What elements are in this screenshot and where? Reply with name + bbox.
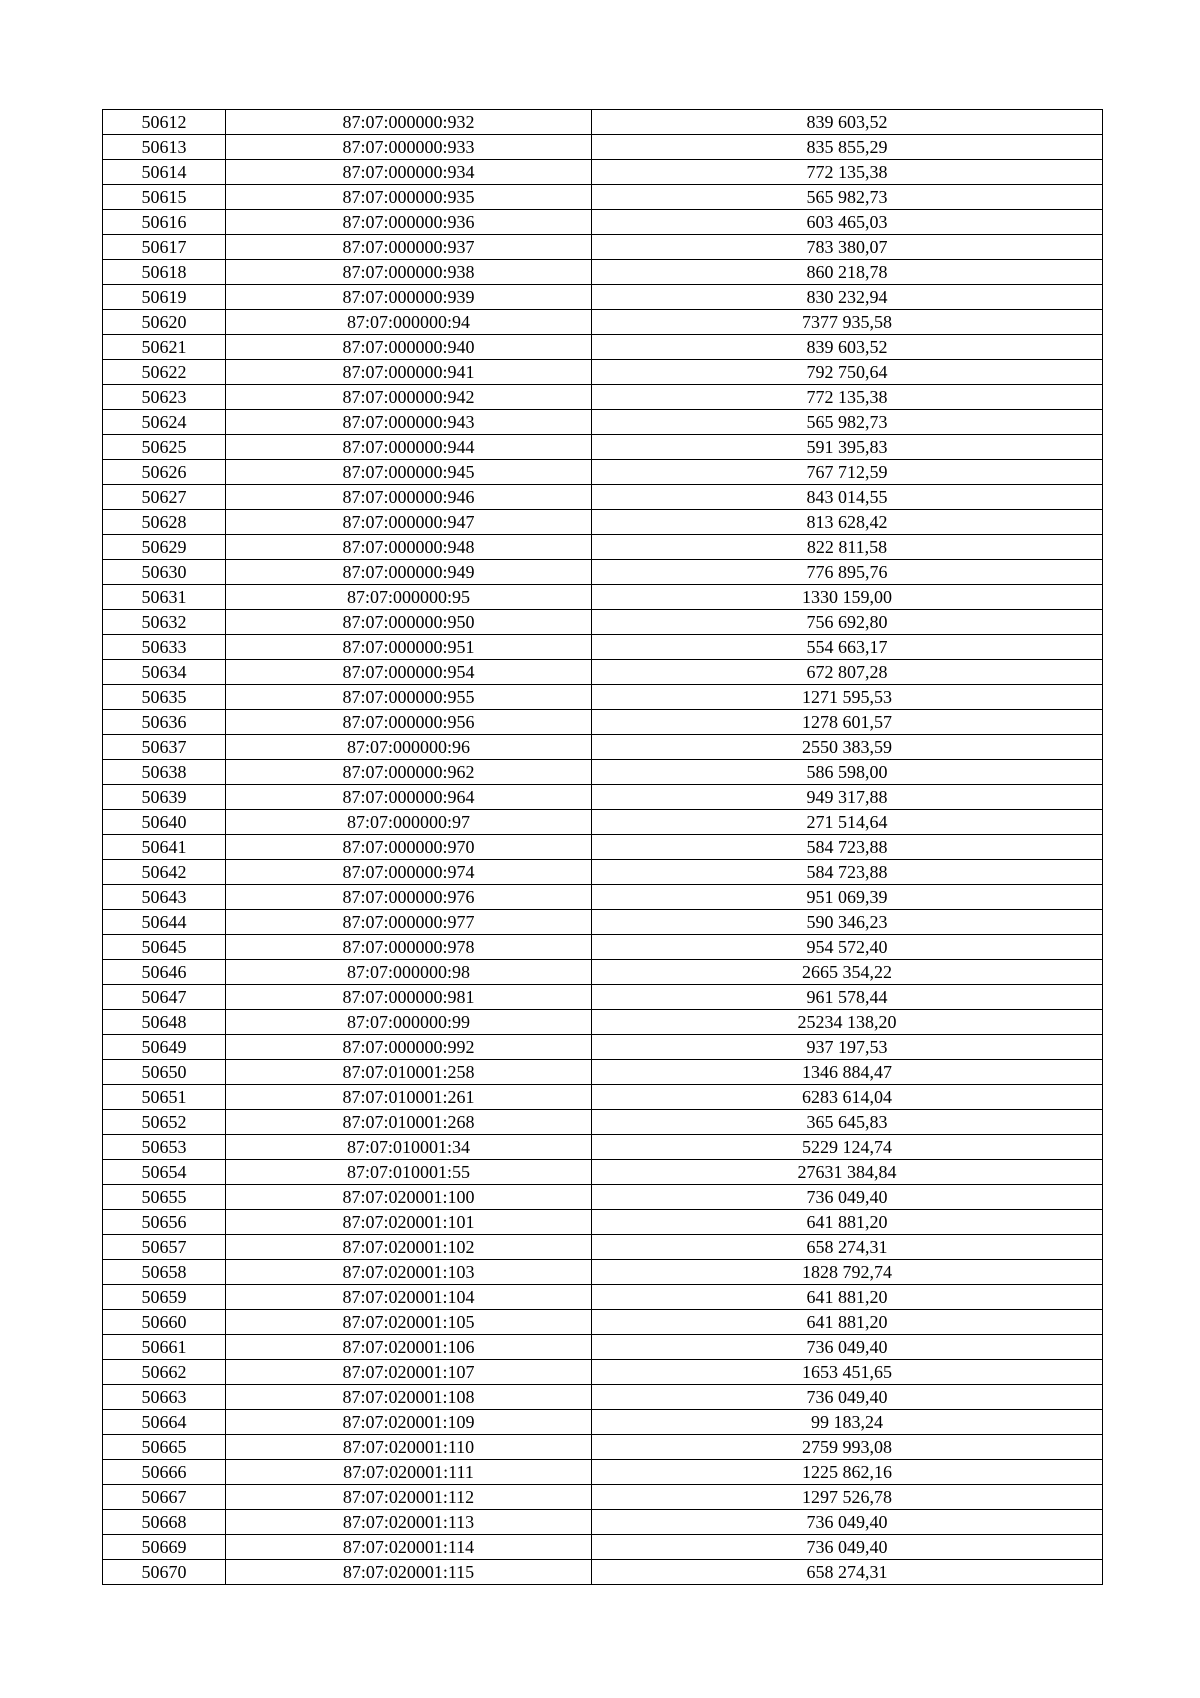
cadastral-number-cell: 87:07:000000:932: [226, 110, 592, 135]
row-number-cell: 50621: [103, 335, 226, 360]
table-row: [103, 860, 1103, 885]
row-number-cell: 50656: [103, 1210, 226, 1235]
cadastral-number-cell: 87:07:000000:96: [226, 735, 592, 760]
table-row: [103, 610, 1103, 635]
cadastral-value-cell: 792 750,64: [592, 360, 1103, 385]
cadastral-value-cell: 951 069,39: [592, 885, 1103, 910]
table-row: [103, 960, 1103, 985]
cadastral-number-cell: 87:07:020001:109: [226, 1410, 592, 1435]
table-row: [103, 410, 1103, 435]
row-number-cell: 50645: [103, 935, 226, 960]
cadastral-value-cell: 1278 601,57: [592, 710, 1103, 735]
cadastral-value-cell: 25234 138,20: [592, 1010, 1103, 1035]
cadastral-number-cell: 87:07:000000:981: [226, 985, 592, 1010]
cadastral-value-cell: 783 380,07: [592, 235, 1103, 260]
row-number-cell: 50655: [103, 1185, 226, 1210]
table-row: [103, 435, 1103, 460]
row-number-cell: 50624: [103, 410, 226, 435]
table-row: [103, 1185, 1103, 1210]
cadastral-value-cell: 767 712,59: [592, 460, 1103, 485]
row-number-cell: 50657: [103, 1235, 226, 1260]
cadastral-number-cell: 87:07:020001:113: [226, 1510, 592, 1535]
cadastral-value-cell: 658 274,31: [592, 1235, 1103, 1260]
cadastral-value-cell: 736 049,40: [592, 1335, 1103, 1360]
row-number-cell: 50670: [103, 1560, 226, 1585]
cadastral-value-cell: 843 014,55: [592, 485, 1103, 510]
cadastral-number-cell: 87:07:020001:104: [226, 1285, 592, 1310]
cadastral-number-cell: 87:07:000000:936: [226, 210, 592, 235]
cadastral-number-cell: 87:07:000000:934: [226, 160, 592, 185]
cadastral-number-cell: 87:07:000000:992: [226, 1035, 592, 1060]
cadastral-value-cell: 839 603,52: [592, 335, 1103, 360]
row-number-cell: 50615: [103, 185, 226, 210]
row-number-cell: 50665: [103, 1435, 226, 1460]
table-row: [103, 760, 1103, 785]
table-row: [103, 1335, 1103, 1360]
table-row: [103, 710, 1103, 735]
cadastral-number-cell: 87:07:020001:114: [226, 1535, 592, 1560]
cadastral-number-cell: 87:07:000000:944: [226, 435, 592, 460]
table-row: [103, 110, 1103, 135]
cadastral-number-cell: 87:07:020001:111: [226, 1460, 592, 1485]
cadastral-value-cell: 584 723,88: [592, 860, 1103, 885]
table-row: [103, 685, 1103, 710]
cadastral-value-cell: 603 465,03: [592, 210, 1103, 235]
table-row: [103, 1010, 1103, 1035]
cadastral-number-cell: 87:07:020001:106: [226, 1335, 592, 1360]
cadastral-number-cell: 87:07:020001:107: [226, 1360, 592, 1385]
table-row: [103, 1510, 1103, 1535]
table-row: [103, 1285, 1103, 1310]
cadastral-number-cell: 87:07:020001:108: [226, 1385, 592, 1410]
cadastral-value-cell: 5229 124,74: [592, 1135, 1103, 1160]
cadastral-value-cell: 830 232,94: [592, 285, 1103, 310]
cadastral-value-cell: 736 049,40: [592, 1385, 1103, 1410]
cadastral-number-cell: 87:07:000000:98: [226, 960, 592, 985]
table-row: [103, 235, 1103, 260]
row-number-cell: 50659: [103, 1285, 226, 1310]
table-row: [103, 460, 1103, 485]
cadastral-value-cell: 1225 862,16: [592, 1460, 1103, 1485]
table-row: [103, 1210, 1103, 1235]
cadastral-number-cell: 87:07:010001:34: [226, 1135, 592, 1160]
table-row: [103, 335, 1103, 360]
cadastral-value-cell: 6283 614,04: [592, 1085, 1103, 1110]
table-row: [103, 160, 1103, 185]
table-row: [103, 560, 1103, 585]
cadastral-number-cell: 87:07:000000:956: [226, 710, 592, 735]
table-row: [103, 1410, 1103, 1435]
cadastral-value-cell: 954 572,40: [592, 935, 1103, 960]
row-number-cell: 50660: [103, 1310, 226, 1335]
table-row: [103, 985, 1103, 1010]
cadastral-number-cell: 87:07:000000:945: [226, 460, 592, 485]
table-row: [103, 660, 1103, 685]
table-row: [103, 885, 1103, 910]
cadastral-number-cell: 87:07:010001:55: [226, 1160, 592, 1185]
cadastral-value-cell: 7377 935,58: [592, 310, 1103, 335]
cadastral-value-cell: 1330 159,00: [592, 585, 1103, 610]
cadastral-number-cell: 87:07:000000:933: [226, 135, 592, 160]
cadastral-number-cell: 87:07:000000:942: [226, 385, 592, 410]
cadastral-value-cell: 1271 595,53: [592, 685, 1103, 710]
row-number-cell: 50640: [103, 810, 226, 835]
row-number-cell: 50663: [103, 1385, 226, 1410]
row-number-cell: 50667: [103, 1485, 226, 1510]
cadastral-number-cell: 87:07:000000:950: [226, 610, 592, 635]
table-row: [103, 260, 1103, 285]
cadastral-value-cell: 949 317,88: [592, 785, 1103, 810]
row-number-cell: 50633: [103, 635, 226, 660]
table-row: [103, 1160, 1103, 1185]
row-number-cell: 50650: [103, 1060, 226, 1085]
cadastral-value-cell: 776 895,76: [592, 560, 1103, 585]
table-row: [103, 585, 1103, 610]
cadastral-value-cell: 590 346,23: [592, 910, 1103, 935]
cadastral-value-cell: 772 135,38: [592, 385, 1103, 410]
row-number-cell: 50641: [103, 835, 226, 860]
row-number-cell: 50651: [103, 1085, 226, 1110]
row-number-cell: 50647: [103, 985, 226, 1010]
cadastral-number-cell: 87:07:000000:948: [226, 535, 592, 560]
table-row: [103, 1535, 1103, 1560]
cadastral-number-cell: 87:07:000000:947: [226, 510, 592, 535]
table-row: [103, 1560, 1103, 1585]
cadastral-number-cell: 87:07:010001:258: [226, 1060, 592, 1085]
table-row: [103, 810, 1103, 835]
table-row: [103, 1060, 1103, 1085]
cadastral-value-cell: 554 663,17: [592, 635, 1103, 660]
cadastral-value-cell: 822 811,58: [592, 535, 1103, 560]
row-number-cell: 50635: [103, 685, 226, 710]
cadastral-number-cell: 87:07:000000:976: [226, 885, 592, 910]
cadastral-number-cell: 87:07:000000:935: [226, 185, 592, 210]
table-row: [103, 1260, 1103, 1285]
row-number-cell: 50625: [103, 435, 226, 460]
row-number-cell: 50648: [103, 1010, 226, 1035]
cadastral-value-cell: 271 514,64: [592, 810, 1103, 835]
row-number-cell: 50628: [103, 510, 226, 535]
row-number-cell: 50619: [103, 285, 226, 310]
cadastral-value-cell: 365 645,83: [592, 1110, 1103, 1135]
cadastral-value-cell: 937 197,53: [592, 1035, 1103, 1060]
row-number-cell: 50622: [103, 360, 226, 385]
cadastral-value-cell: 99 183,24: [592, 1410, 1103, 1435]
cadastral-value-cell: 641 881,20: [592, 1310, 1103, 1335]
cadastral-number-cell: 87:07:000000:94: [226, 310, 592, 335]
table-row: [103, 535, 1103, 560]
cadastral-number-cell: 87:07:000000:940: [226, 335, 592, 360]
cadastral-number-cell: 87:07:000000:964: [226, 785, 592, 810]
row-number-cell: 50629: [103, 535, 226, 560]
table-row: [103, 735, 1103, 760]
row-number-cell: 50642: [103, 860, 226, 885]
row-number-cell: 50658: [103, 1260, 226, 1285]
table-row: [103, 1460, 1103, 1485]
cadastral-value-cell: 641 881,20: [592, 1210, 1103, 1235]
row-number-cell: 50639: [103, 785, 226, 810]
cadastral-number-cell: 87:07:000000:937: [226, 235, 592, 260]
cadastral-value-cell: 591 395,83: [592, 435, 1103, 460]
cadastral-value-cell: 584 723,88: [592, 835, 1103, 860]
cadastral-value-cell: 565 982,73: [592, 185, 1103, 210]
cadastral-value-cell: 756 692,80: [592, 610, 1103, 635]
cadastral-number-cell: 87:07:000000:974: [226, 860, 592, 885]
table-row: [103, 835, 1103, 860]
table-row: [103, 185, 1103, 210]
row-number-cell: 50613: [103, 135, 226, 160]
cadastral-number-cell: 87:07:000000:99: [226, 1010, 592, 1035]
table-row: [103, 910, 1103, 935]
table-row: [103, 1485, 1103, 1510]
cadastral-number-cell: 87:07:020001:110: [226, 1435, 592, 1460]
table-row: [103, 310, 1103, 335]
row-number-cell: 50612: [103, 110, 226, 135]
table-row: [103, 360, 1103, 385]
cadastral-number-cell: 87:07:000000:977: [226, 910, 592, 935]
row-number-cell: 50661: [103, 1335, 226, 1360]
table-row: [103, 1235, 1103, 1260]
row-number-cell: 50630: [103, 560, 226, 585]
cadastral-number-cell: 87:07:020001:101: [226, 1210, 592, 1235]
table-row: [103, 210, 1103, 235]
table-row: [103, 1385, 1103, 1410]
row-number-cell: 50666: [103, 1460, 226, 1485]
cadastral-value-cell: 839 603,52: [592, 110, 1103, 135]
table-row: [103, 1035, 1103, 1060]
row-number-cell: 50654: [103, 1160, 226, 1185]
cadastral-number-cell: 87:07:010001:268: [226, 1110, 592, 1135]
cadastral-value-cell: 658 274,31: [592, 1560, 1103, 1585]
row-number-cell: 50653: [103, 1135, 226, 1160]
cadastral-value-cell: 2550 383,59: [592, 735, 1103, 760]
row-number-cell: 50668: [103, 1510, 226, 1535]
row-number-cell: 50644: [103, 910, 226, 935]
cadastral-number-cell: 87:07:020001:100: [226, 1185, 592, 1210]
row-number-cell: 50634: [103, 660, 226, 685]
row-number-cell: 50620: [103, 310, 226, 335]
cadastral-number-cell: 87:07:000000:938: [226, 260, 592, 285]
cadastral-number-cell: 87:07:000000:95: [226, 585, 592, 610]
cadastral-value-cell: 736 049,40: [592, 1535, 1103, 1560]
row-number-cell: 50616: [103, 210, 226, 235]
row-number-cell: 50649: [103, 1035, 226, 1060]
row-number-cell: 50652: [103, 1110, 226, 1135]
cadastral-value-cell: 860 218,78: [592, 260, 1103, 285]
cadastral-value-cell: 672 807,28: [592, 660, 1103, 685]
row-number-cell: 50617: [103, 235, 226, 260]
cadastral-value-cell: 736 049,40: [592, 1510, 1103, 1535]
row-number-cell: 50627: [103, 485, 226, 510]
table-row: [103, 1360, 1103, 1385]
document-page: [102, 109, 1102, 1585]
row-number-cell: 50669: [103, 1535, 226, 1560]
table-row: [103, 635, 1103, 660]
cadastral-number-cell: 87:07:000000:955: [226, 685, 592, 710]
row-number-cell: 50632: [103, 610, 226, 635]
cadastral-number-cell: 87:07:020001:102: [226, 1235, 592, 1260]
cadastral-number-cell: 87:07:000000:951: [226, 635, 592, 660]
table-row: [103, 935, 1103, 960]
row-number-cell: 50646: [103, 960, 226, 985]
cadastral-number-cell: 87:07:000000:949: [226, 560, 592, 585]
cadastral-number-cell: 87:07:000000:970: [226, 835, 592, 860]
cadastral-number-cell: 87:07:000000:943: [226, 410, 592, 435]
table-row: [103, 135, 1103, 160]
cadastral-value-cell: 2665 354,22: [592, 960, 1103, 985]
cadastral-value-cell: 27631 384,84: [592, 1160, 1103, 1185]
table-row: [103, 1435, 1103, 1460]
table-row: [103, 285, 1103, 310]
table-row: [103, 485, 1103, 510]
cadastral-value-cell: 2759 993,08: [592, 1435, 1103, 1460]
table-row: [103, 1110, 1103, 1135]
cadastral-number-cell: 87:07:020001:103: [226, 1260, 592, 1285]
cadastral-value-cell: 1828 792,74: [592, 1260, 1103, 1285]
row-number-cell: 50626: [103, 460, 226, 485]
cadastral-value-cell: 736 049,40: [592, 1185, 1103, 1210]
cadastral-value-cell: 1346 884,47: [592, 1060, 1103, 1085]
row-number-cell: 50636: [103, 710, 226, 735]
table-row: [103, 385, 1103, 410]
cadastral-value-table: [102, 109, 1103, 1585]
table-row: [103, 1310, 1103, 1335]
cadastral-number-cell: 87:07:010001:261: [226, 1085, 592, 1110]
table-row: [103, 1135, 1103, 1160]
cadastral-number-cell: 87:07:020001:105: [226, 1310, 592, 1335]
row-number-cell: 50638: [103, 760, 226, 785]
cadastral-value-cell: 586 598,00: [592, 760, 1103, 785]
cadastral-number-cell: 87:07:000000:946: [226, 485, 592, 510]
cadastral-number-cell: 87:07:020001:112: [226, 1485, 592, 1510]
cadastral-number-cell: 87:07:000000:954: [226, 660, 592, 685]
cadastral-number-cell: 87:07:000000:939: [226, 285, 592, 310]
row-number-cell: 50662: [103, 1360, 226, 1385]
row-number-cell: 50618: [103, 260, 226, 285]
cadastral-number-cell: 87:07:000000:97: [226, 810, 592, 835]
cadastral-number-cell: 87:07:000000:978: [226, 935, 592, 960]
cadastral-value-cell: 835 855,29: [592, 135, 1103, 160]
table-row: [103, 510, 1103, 535]
table-row: [103, 1085, 1103, 1110]
cadastral-number-cell: 87:07:000000:962: [226, 760, 592, 785]
table-row: [103, 785, 1103, 810]
row-number-cell: 50643: [103, 885, 226, 910]
row-number-cell: 50614: [103, 160, 226, 185]
row-number-cell: 50664: [103, 1410, 226, 1435]
cadastral-value-cell: 813 628,42: [592, 510, 1103, 535]
cadastral-number-cell: 87:07:000000:941: [226, 360, 592, 385]
row-number-cell: 50637: [103, 735, 226, 760]
cadastral-value-cell: 1297 526,78: [592, 1485, 1103, 1510]
cadastral-number-cell: 87:07:020001:115: [226, 1560, 592, 1585]
cadastral-value-cell: 961 578,44: [592, 985, 1103, 1010]
table-body: [103, 110, 1103, 1585]
cadastral-value-cell: 565 982,73: [592, 410, 1103, 435]
cadastral-value-cell: 641 881,20: [592, 1285, 1103, 1310]
cadastral-value-cell: 772 135,38: [592, 160, 1103, 185]
row-number-cell: 50623: [103, 385, 226, 410]
cadastral-value-cell: 1653 451,65: [592, 1360, 1103, 1385]
row-number-cell: 50631: [103, 585, 226, 610]
